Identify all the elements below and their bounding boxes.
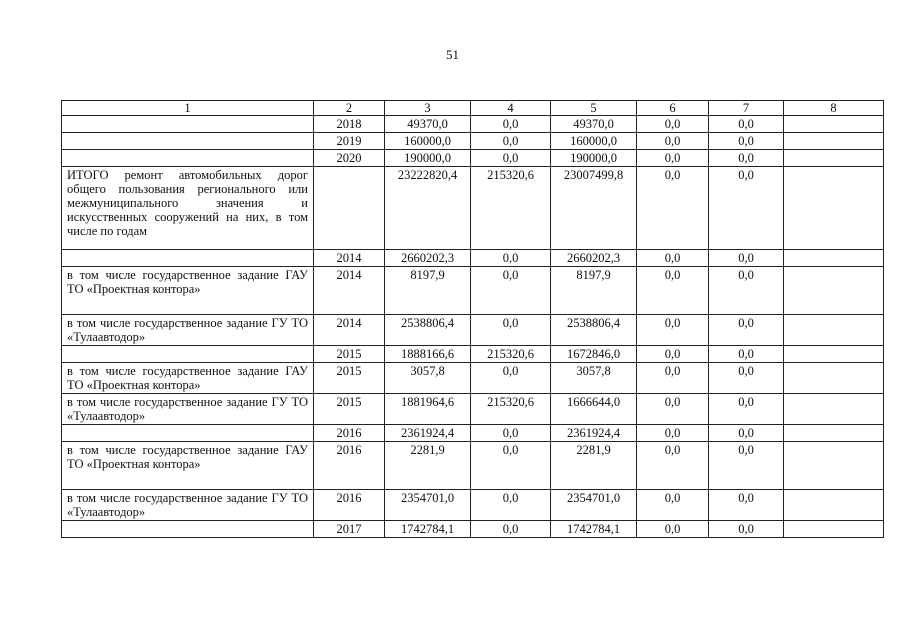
cell-year: 2015	[314, 394, 385, 425]
cell-other: 0,0	[709, 490, 784, 521]
cell-regional: 2538806,4	[551, 315, 637, 346]
cell-total: 23222820,4	[385, 167, 471, 250]
cell-year: 2017	[314, 521, 385, 538]
cell-year: 2018	[314, 116, 385, 133]
cell-notes	[784, 315, 884, 346]
header-col-2: 2	[314, 101, 385, 116]
cell-other: 0,0	[709, 116, 784, 133]
cell-notes	[784, 442, 884, 490]
cell-local: 0,0	[637, 425, 709, 442]
cell-regional: 1742784,1	[551, 521, 637, 538]
cell-federal: 215320,6	[471, 394, 551, 425]
cell-total: 2281,9	[385, 442, 471, 490]
cell-description: ИТОГО ремонт автомобильных дорог общего пользования регионального или межмуниципального значения и искусственных сооружений на них, в том числе по годам	[62, 167, 314, 250]
cell-local: 0,0	[637, 346, 709, 363]
cell-description: в том числе государственное задание ГУ ТО «Тулаавтодор»	[62, 394, 314, 425]
cell-regional: 190000,0	[551, 150, 637, 167]
header-col-7: 7	[709, 101, 784, 116]
cell-regional: 8197,9	[551, 267, 637, 315]
cell-description	[62, 521, 314, 538]
cell-year: 2016	[314, 425, 385, 442]
cell-total: 2354701,0	[385, 490, 471, 521]
cell-notes	[784, 394, 884, 425]
cell-federal: 0,0	[471, 442, 551, 490]
cell-notes	[784, 425, 884, 442]
cell-year: 2016	[314, 442, 385, 490]
cell-notes	[784, 267, 884, 315]
cell-total: 49370,0	[385, 116, 471, 133]
cell-notes	[784, 490, 884, 521]
header-col-5: 5	[551, 101, 637, 116]
cell-description	[62, 250, 314, 267]
cell-other: 0,0	[709, 521, 784, 538]
cell-description: в том числе государственное задание ГАУ ТО «Проектная контора»	[62, 442, 314, 490]
cell-federal: 0,0	[471, 267, 551, 315]
cell-notes	[784, 346, 884, 363]
cell-regional: 1672846,0	[551, 346, 637, 363]
cell-other: 0,0	[709, 267, 784, 315]
cell-year	[314, 167, 385, 250]
cell-year: 2015	[314, 346, 385, 363]
table-row	[62, 167, 884, 250]
table-header-row	[62, 101, 884, 116]
cell-local: 0,0	[637, 133, 709, 150]
cell-total: 1881964,6	[385, 394, 471, 425]
table-row	[62, 267, 884, 315]
cell-other: 0,0	[709, 425, 784, 442]
cell-year: 2019	[314, 133, 385, 150]
table-row	[62, 363, 884, 394]
cell-other: 0,0	[709, 167, 784, 250]
cell-year: 2014	[314, 250, 385, 267]
cell-federal: 215320,6	[471, 167, 551, 250]
cell-federal: 0,0	[471, 150, 551, 167]
cell-description: в том числе государственное задание ГАУ ТО «Проектная контора»	[62, 267, 314, 315]
cell-local: 0,0	[637, 167, 709, 250]
cell-other: 0,0	[709, 442, 784, 490]
cell-other: 0,0	[709, 150, 784, 167]
header-col-4: 4	[471, 101, 551, 116]
cell-description	[62, 116, 314, 133]
cell-federal: 0,0	[471, 425, 551, 442]
cell-total: 8197,9	[385, 267, 471, 315]
header-col-8: 8	[784, 101, 884, 116]
cell-federal: 0,0	[471, 363, 551, 394]
cell-local: 0,0	[637, 267, 709, 315]
table-row	[62, 442, 884, 490]
header-col-6: 6	[637, 101, 709, 116]
cell-total: 2660202,3	[385, 250, 471, 267]
cell-local: 0,0	[637, 250, 709, 267]
cell-other: 0,0	[709, 363, 784, 394]
cell-year: 2014	[314, 267, 385, 315]
cell-local: 0,0	[637, 150, 709, 167]
cell-year: 2020	[314, 150, 385, 167]
cell-local: 0,0	[637, 490, 709, 521]
table-row	[62, 521, 884, 538]
table-row	[62, 425, 884, 442]
table-row	[62, 346, 884, 363]
table-row	[62, 315, 884, 346]
table-row	[62, 116, 884, 133]
cell-federal: 0,0	[471, 133, 551, 150]
cell-total: 1888166,6	[385, 346, 471, 363]
cell-federal: 0,0	[471, 315, 551, 346]
cell-notes	[784, 363, 884, 394]
cell-regional: 2354701,0	[551, 490, 637, 521]
table-row	[62, 150, 884, 167]
cell-local: 0,0	[637, 442, 709, 490]
cell-year: 2014	[314, 315, 385, 346]
cell-local: 0,0	[637, 116, 709, 133]
cell-description: в том числе государственное задание ГУ ТО «Тулаавтодор»	[62, 490, 314, 521]
cell-total: 190000,0	[385, 150, 471, 167]
table-row	[62, 250, 884, 267]
cell-regional: 2281,9	[551, 442, 637, 490]
cell-other: 0,0	[709, 394, 784, 425]
cell-description	[62, 346, 314, 363]
table-row	[62, 490, 884, 521]
cell-description	[62, 150, 314, 167]
cell-total: 1742784,1	[385, 521, 471, 538]
header-col-1: 1	[62, 101, 314, 116]
cell-local: 0,0	[637, 363, 709, 394]
cell-other: 0,0	[709, 133, 784, 150]
header-col-3: 3	[385, 101, 471, 116]
cell-regional: 160000,0	[551, 133, 637, 150]
cell-notes	[784, 116, 884, 133]
cell-federal: 0,0	[471, 490, 551, 521]
cell-regional: 2361924,4	[551, 425, 637, 442]
cell-local: 0,0	[637, 394, 709, 425]
cell-regional: 23007499,8	[551, 167, 637, 250]
page-number: 51	[446, 47, 459, 62]
cell-notes	[784, 133, 884, 150]
cell-notes	[784, 250, 884, 267]
cell-other: 0,0	[709, 315, 784, 346]
cell-notes	[784, 167, 884, 250]
table-row	[62, 133, 884, 150]
cell-year: 2016	[314, 490, 385, 521]
cell-description: в том числе государственное задание ГУ ТО «Тулаавтодор»	[62, 315, 314, 346]
cell-local: 0,0	[637, 521, 709, 538]
cell-year: 2015	[314, 363, 385, 394]
cell-description: в том числе государственное задание ГАУ ТО «Проектная контора»	[62, 363, 314, 394]
cell-regional: 3057,8	[551, 363, 637, 394]
cell-regional: 49370,0	[551, 116, 637, 133]
cell-federal: 0,0	[471, 116, 551, 133]
cell-description	[62, 133, 314, 150]
cell-federal: 215320,6	[471, 346, 551, 363]
cell-total: 3057,8	[385, 363, 471, 394]
cell-federal: 0,0	[471, 521, 551, 538]
table-row	[62, 394, 884, 425]
cell-other: 0,0	[709, 346, 784, 363]
cell-description	[62, 425, 314, 442]
cell-notes	[784, 150, 884, 167]
cell-total: 160000,0	[385, 133, 471, 150]
cell-notes	[784, 521, 884, 538]
cell-regional: 1666644,0	[551, 394, 637, 425]
cell-federal: 0,0	[471, 250, 551, 267]
cell-other: 0,0	[709, 250, 784, 267]
budget-table	[61, 100, 884, 538]
cell-total: 2361924,4	[385, 425, 471, 442]
cell-total: 2538806,4	[385, 315, 471, 346]
cell-regional: 2660202,3	[551, 250, 637, 267]
cell-local: 0,0	[637, 315, 709, 346]
